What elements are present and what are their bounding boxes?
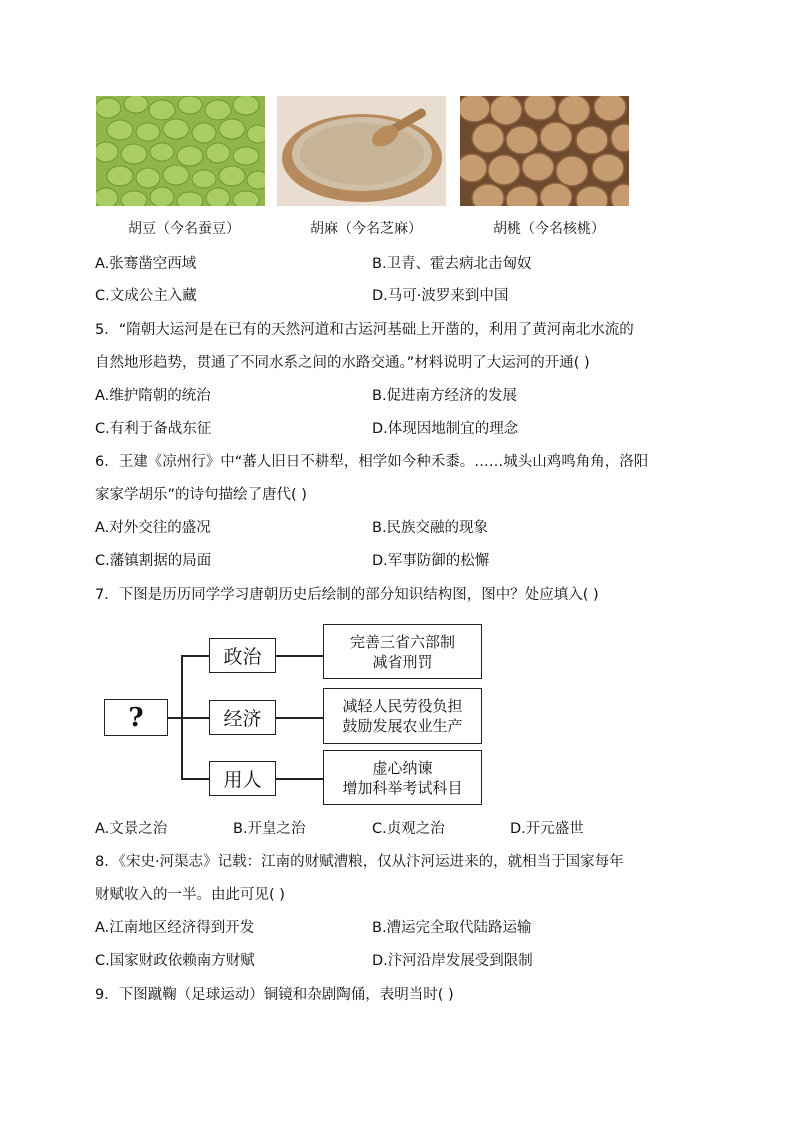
q4-option-c: C.文成公主入藏 bbox=[95, 288, 197, 304]
caption-broad-bean: 胡豆（今名蚕豆） bbox=[128, 221, 240, 237]
connector-branch-2 bbox=[181, 717, 209, 719]
politics-detail-box bbox=[323, 624, 482, 679]
walnut-photo bbox=[460, 96, 629, 206]
connector-branch-1 bbox=[181, 655, 209, 657]
politics-detail-line1: 完善三省六部制 bbox=[349, 632, 455, 651]
q7-option-a: A.文景之治 bbox=[95, 821, 168, 837]
personnel-detail-box bbox=[323, 750, 482, 805]
diagram-root-box: ? bbox=[104, 699, 168, 736]
q6-option-d: D.军事防御的松懈 bbox=[372, 553, 490, 569]
q6-option-a: A.对外交往的盛况 bbox=[95, 520, 211, 536]
category-personnel-box: 用人 bbox=[209, 761, 276, 796]
q4-option-d: D.马可·波罗来到中国 bbox=[372, 288, 509, 304]
broad-bean-photo bbox=[96, 96, 265, 206]
q8-option-b: B.漕运完全取代陆路运输 bbox=[372, 920, 532, 936]
politics-detail-line2: 减省刑罚 bbox=[372, 652, 433, 671]
q7-option-d: D.开元盛世 bbox=[510, 821, 584, 837]
q9-stem: 9．下图蹴鞠（足球运动）铜镜和杂剧陶俑，表明当时( ) bbox=[95, 987, 454, 1003]
q5-option-a: A.维护隋朝的统治 bbox=[95, 388, 211, 404]
connector-branch-3 bbox=[181, 778, 209, 780]
q5-option-d: D.体现因地制宜的理念 bbox=[372, 421, 519, 437]
connector-politics bbox=[276, 655, 323, 657]
sesame-photo bbox=[277, 96, 446, 206]
q6-stem-line1: 6．王建《凉州行》中“蕃人旧日不耕犁，相学如今种禾黍。……城头山鸡鸣角角，洛阳 bbox=[95, 454, 649, 470]
q8-option-c: C.国家财政依赖南方财赋 bbox=[95, 953, 255, 969]
economy-detail-box bbox=[323, 688, 482, 744]
q5-stem-line2: 自然地形趋势，贯通了不同水系之间的水路交通。”材料说明了大运河的开通( ) bbox=[95, 355, 590, 371]
connector-economy bbox=[276, 717, 323, 719]
category-economy-box: 经济 bbox=[209, 700, 276, 735]
category-politics-box: 政治 bbox=[209, 638, 276, 673]
q6-option-b: B.民族交融的现象 bbox=[372, 520, 489, 536]
q4-option-a: A.张骞凿空西域 bbox=[95, 256, 197, 272]
q8-option-d: D.汴河沿岸发展受到限制 bbox=[372, 953, 533, 969]
q7-stem: 7．下图是历历同学学习唐朝历史后绘制的部分知识结构图，图中？处应填入( ) bbox=[95, 587, 599, 603]
q5-option-c: C.有利于备战东征 bbox=[95, 421, 212, 437]
q5-option-b: B.促进南方经济的发展 bbox=[372, 388, 518, 404]
caption-sesame: 胡麻（今名芝麻） bbox=[310, 221, 422, 237]
q4-option-b: B.卫青、霍去病北击匈奴 bbox=[372, 256, 532, 272]
q6-option-c: C.藩镇割据的局面 bbox=[95, 553, 212, 569]
q7-option-b: B.开皇之治 bbox=[233, 821, 306, 837]
q6-stem-line2: 家家学胡乐”的诗句描绘了唐代( ) bbox=[95, 487, 307, 503]
personnel-detail-line2: 增加科举考试科目 bbox=[342, 778, 463, 797]
q8-option-a: A.江南地区经济得到开发 bbox=[95, 920, 255, 936]
q5-stem-line1: 5．“隋朝大运河是在已有的天然河道和古运河基础上开凿的，利用了黄河南北水流的 bbox=[95, 322, 634, 338]
q8-stem-line1: 8．《宋史·河渠志》记载：江南的财赋漕粮，仅从汴河运进来的，就相当于国家每年 bbox=[95, 854, 624, 870]
q7-option-c: C.贞观之治 bbox=[372, 821, 445, 837]
personnel-detail-line1: 虚心纳谏 bbox=[372, 758, 433, 777]
economy-detail-line1: 减轻人民劳役负担 bbox=[342, 697, 463, 715]
economy-detail-line2: 鼓励发展农业生产 bbox=[342, 717, 463, 735]
connector-personnel bbox=[276, 778, 323, 780]
connector-root bbox=[168, 717, 182, 719]
caption-walnut: 胡桃（今名核桃） bbox=[493, 221, 605, 237]
q8-stem-line2: 财赋收入的一半。由此可见( ) bbox=[95, 887, 285, 903]
